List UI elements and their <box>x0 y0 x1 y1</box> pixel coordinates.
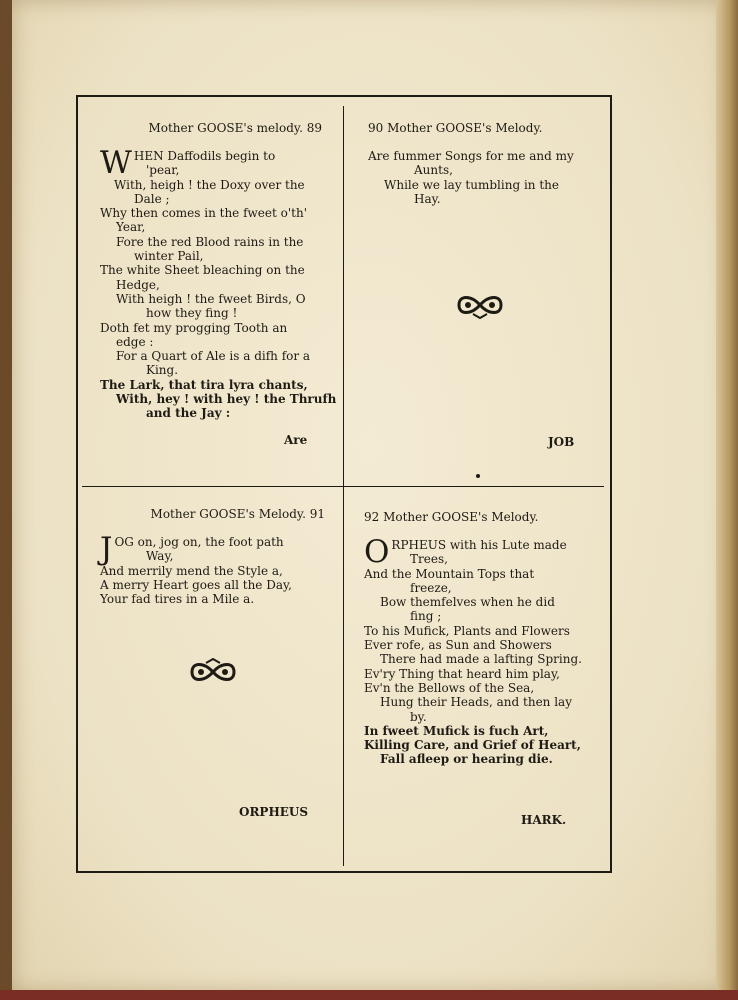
catchword: ORPHEUS <box>239 805 309 819</box>
page-header: Mother GOOSE's Melody. 91 <box>150 507 325 521</box>
poem-line: There had made a lafting Spring. <box>380 652 582 667</box>
poem-line: Hay. <box>414 191 441 206</box>
poem-line: by. <box>410 709 427 724</box>
poem-line: freeze, <box>410 580 452 595</box>
poem-line: and the Jay : <box>146 406 231 421</box>
poem-line: With, hey ! with hey ! the Thrufh <box>116 392 337 407</box>
poem-line: winter Pail, <box>134 249 204 264</box>
cover-edge <box>0 990 738 1000</box>
poem-line: edge : <box>116 334 154 349</box>
poem-line: And the Mountain Tops that <box>364 566 535 581</box>
poem-line: Bow themfelves when he did <box>380 595 555 610</box>
page-89-panel <box>100 121 337 421</box>
drop-cap: O <box>364 534 390 570</box>
poem-line: Killing Care, and Grief of Heart, <box>364 738 581 753</box>
page-92-panel <box>364 510 592 767</box>
poem-line: Doth fet my progging Tooth an <box>100 320 288 335</box>
poem-line: Hedge, <box>116 277 160 292</box>
page-header: Mother GOOSE's melody. 89 <box>148 121 322 135</box>
poem-line: Ev'ry Thing that heard him play, <box>364 666 560 681</box>
poem-line: With heigh ! the fweet Birds, O <box>116 291 306 306</box>
page-90-panel <box>368 121 592 206</box>
poem-line: Why then comes in the fweet o'th' <box>100 206 308 221</box>
poem-line: Your fad tires in a Mile a. <box>100 592 255 607</box>
drop-cap: J <box>100 531 113 567</box>
poem-line: RPHEUS with his Lute made <box>391 538 567 552</box>
poem-line: Fore the red Blood rains in the <box>116 234 304 249</box>
poem-line: With, heigh ! the Doxy over the <box>114 177 305 192</box>
catchword: Are <box>284 433 308 447</box>
horizontal-divider <box>82 486 604 487</box>
poem-line: Ev'n the Bellows of the Sea, <box>364 680 535 695</box>
poem-line: how they fing ! <box>146 306 238 321</box>
poem-line: The white Sheet bleaching on the <box>100 263 305 278</box>
poem-line: In fweet Mufick is fuch Art, <box>364 723 549 738</box>
poem-line: 'pear, <box>146 163 180 178</box>
knot-ornament-icon <box>455 291 505 319</box>
poem-line: While we lay tumbling in the <box>384 177 559 192</box>
poem-line: For a Quart of Ale is a difh for a <box>116 349 311 364</box>
ink-dot <box>476 474 480 478</box>
page-91-panel <box>100 507 325 606</box>
catchword: HARK. <box>521 813 567 827</box>
poem-line: And merrily mend the Style a, <box>100 563 283 578</box>
poem-line: To his Mufick, Plants and Flowers <box>364 623 570 638</box>
poem-line: Aunts, <box>414 163 453 178</box>
page-header: 90 Mother GOOSE's Melody. <box>368 121 543 135</box>
poem-line: HEN Daffodils begin to <box>133 149 276 163</box>
poem-line: The Lark, that tira lyra chants, <box>100 377 308 392</box>
page-header: 92 Mother GOOSE's Melody. <box>364 510 539 524</box>
poem-line: Hung their Heads, and then lay <box>380 695 572 710</box>
poem-line: A merry Heart goes all the Day, <box>100 577 292 592</box>
poem-line: Ever rofe, as Sun and Showers <box>364 638 552 653</box>
poem-text <box>100 145 337 421</box>
poem-text <box>364 534 592 767</box>
drop-cap: W <box>100 145 132 181</box>
page-edge <box>716 0 738 1000</box>
poem-line: Trees, <box>410 552 448 567</box>
poem-line: King. <box>146 363 179 378</box>
poem-line: Fall afleep or hearing die. <box>380 752 553 767</box>
catchword: JOB <box>548 435 575 449</box>
poem-line: Way, <box>146 549 174 564</box>
poem-line: Dale ; <box>134 191 170 206</box>
poem-line: Year, <box>116 220 146 235</box>
poem-line: OG on, jog on, the foot path <box>114 535 284 549</box>
poem-text <box>100 531 325 607</box>
poem-line: fing ; <box>410 609 442 624</box>
knot-ornament-icon <box>188 658 238 686</box>
poem-line: Are fummer Songs for me and my <box>368 149 574 163</box>
